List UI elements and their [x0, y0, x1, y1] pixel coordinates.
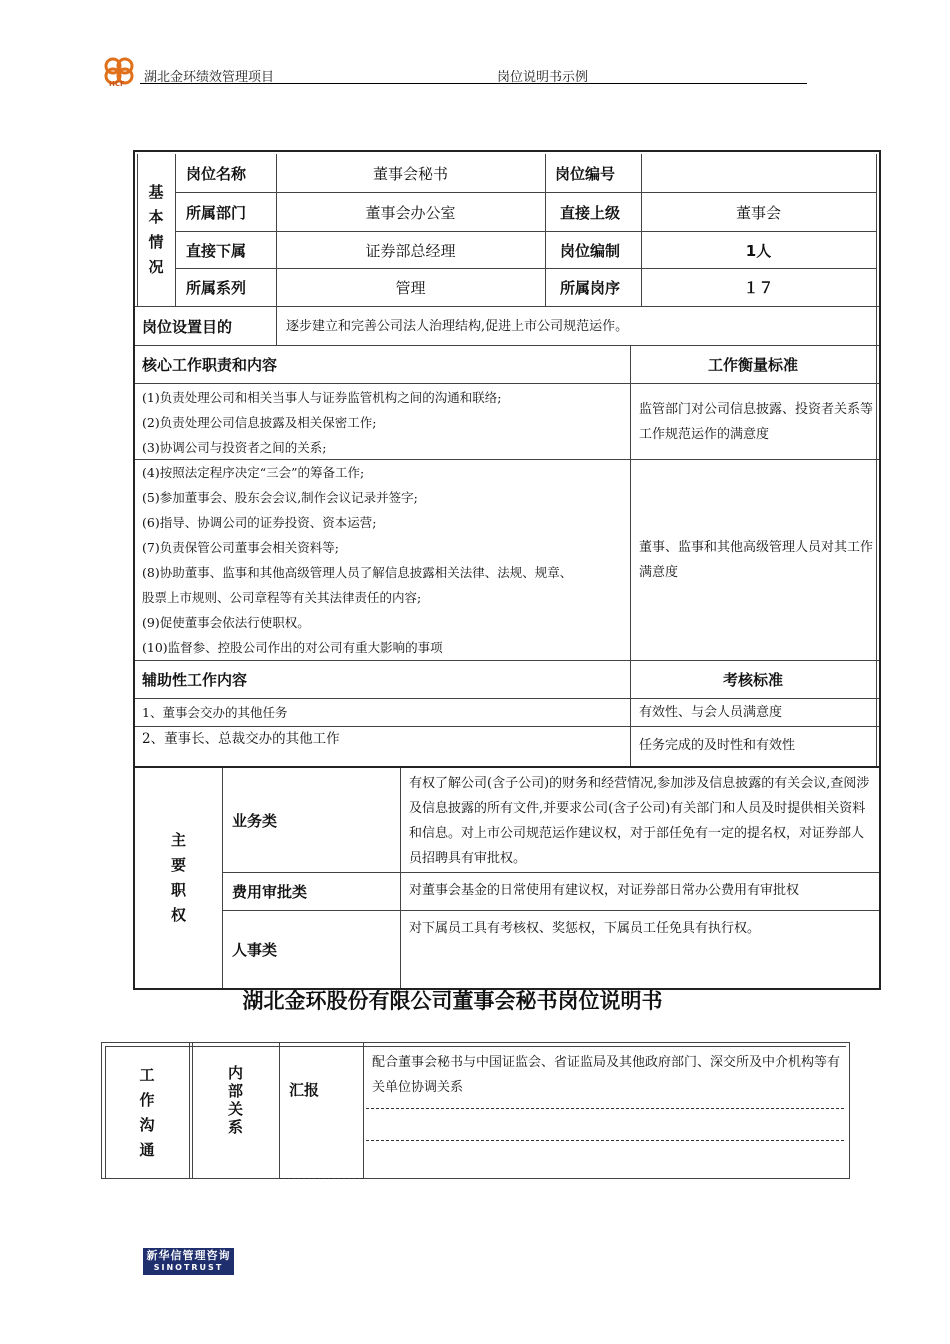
power-text-business: 有权了解公司(含子公司)的财务和经营情况,参加涉及信息披露的有关会议,查阅涉及信息披露的所有文件,并要求公司(含子公司)有关部门和人员及时提供相关资料和信息。对上市公司规范运作建议权，对于部任免有一定的提名权，对证券部人员招聘具有审批权。	[409, 776, 870, 866]
job-series-value: 管理	[395, 279, 426, 297]
grid-line	[400, 768, 401, 988]
duty-item: (9)促使董事会依法行使职权。	[142, 615, 310, 630]
basic-info-label: 基 本 情 况	[148, 183, 164, 276]
document-title: 湖北金环股份有限公司董事会秘书岗位说明书	[242, 989, 663, 1013]
internal-relation-label: 内 部 关 系	[227, 1064, 243, 1136]
aux-standard-2: 任务完成的及时性和有效性	[639, 737, 796, 753]
position-name-label: 岗位名称	[186, 164, 247, 183]
duty-item: (5)参加董事会、股东会会议,制作会议记录并签字;	[142, 490, 418, 505]
document-type: 岗位说明书示例	[497, 70, 589, 85]
headcount-label: 岗位编制	[560, 242, 621, 260]
duty-item: (4)按照法定程序决定“三会”的筹备工作;	[142, 465, 365, 480]
dashed-line	[366, 1108, 844, 1109]
direct-superior-label: 直接上级	[560, 203, 621, 222]
direct-superior-value: 董事会	[735, 203, 781, 222]
core-duties-header: 核心工作职责和内容	[142, 356, 278, 374]
aux-item-2: 2、董事长、总裁交办的其他工作	[142, 731, 340, 747]
duty-item: 股票上市规则、公司章程等有关其法律责任的内容;	[142, 590, 422, 605]
aux-duties-header: 辅助性工作内容	[142, 671, 248, 689]
purpose-text: 逐步建立和完善公司法人治理结构,促进上市公司规范运作。	[286, 318, 629, 334]
duty-item: (1)负责处理公司和相关当事人与证券监管机构之间的沟通和联络;	[142, 390, 502, 405]
grid-line	[363, 1042, 364, 1179]
aux-item-1: 1、董事会交办的其他任务	[142, 705, 288, 720]
inner-border-right	[876, 154, 877, 766]
position-number-label: 岗位编号	[555, 164, 616, 183]
grid-line	[175, 154, 176, 306]
headcount-value: 1人	[745, 242, 772, 260]
project-title: 湖北金环绩效管理项目	[144, 70, 275, 85]
dashed-line	[366, 1140, 844, 1141]
core-duties-group-2	[142, 460, 627, 660]
duty-item: (3)协调公司与投资者之间的关系;	[142, 440, 327, 455]
grid-line	[630, 345, 631, 766]
core-duties-group-1	[142, 385, 627, 460]
job-grade-label: 所属岗序	[560, 279, 621, 297]
core-standard-2: 董事、监事和其他高级管理人员对其工作满意度	[639, 540, 874, 580]
grid-line	[279, 1042, 280, 1179]
position-number-value	[641, 154, 876, 192]
power-category-personnel: 人事类	[232, 941, 278, 959]
duty-item: (10)监督参、控股公司作出的对公司有重大影响的事项	[142, 640, 443, 655]
logo-text: HCF	[109, 80, 125, 88]
duty-item: (6)指导、协调公司的证券投资、资本运营;	[142, 515, 377, 530]
report-text: 配合董事会秘书与中国证监会、省证监局及其他政府部门、深交所及中介机构等有关单位协调关系	[372, 1055, 841, 1095]
core-standard-1: 监管部门对公司信息披露、投资者关系等工作规范运作的满意度	[639, 401, 874, 442]
power-category-business: 业务类	[232, 811, 278, 830]
department-label: 所属部门	[186, 203, 247, 222]
core-standard-header: 工作衡量标准	[707, 356, 798, 374]
header-rule	[140, 83, 807, 84]
duty-item: (8)协助董事、监事和其他高级管理人员了解信息披露相关法律、法规、规章、	[142, 565, 573, 580]
job-grade-value: １７	[743, 279, 774, 297]
direct-subordinate-value: 证券部总经理	[365, 242, 456, 260]
aux-standard-header: 考核标准	[722, 671, 783, 689]
purpose-label: 岗位设置目的	[142, 317, 233, 336]
power-text-expense: 对董事会基金的日常使用有建议权，对证券部日常办公费用有审批权	[409, 882, 800, 898]
grid-line	[222, 910, 879, 911]
report-label: 汇报	[289, 1081, 320, 1099]
duty-item: (2)负责处理公司信息披露及相关保密工作;	[142, 415, 377, 430]
direct-subordinate-label: 直接下属	[186, 242, 247, 260]
grid-line	[189, 1042, 190, 1179]
position-name-value: 董事会秘书	[372, 164, 448, 183]
sinotrust-logo	[143, 1248, 234, 1275]
dashed-line	[280, 1178, 363, 1179]
aux-standard-1: 有效性、与会人员满意度	[639, 705, 783, 720]
power-category-expense: 费用审批类	[232, 883, 308, 901]
logo-brand-en: SINOTRUST	[153, 1263, 224, 1272]
grid-line	[545, 154, 546, 306]
logo-brand-cn: 新华信管理咨询	[146, 1249, 231, 1262]
powers-label: 主 要 职 权	[170, 831, 186, 924]
grid-line	[222, 768, 223, 988]
communication-label: 工 作 沟 通	[139, 1065, 155, 1159]
grid-line	[105, 1046, 846, 1047]
power-text-personnel: 对下属员工具有考核权、奖惩权，下属员工任免具有执行权。	[409, 921, 761, 936]
duty-item: (7)负责保管公司董事会相关资料等;	[142, 540, 339, 555]
department-value: 董事会办公室	[365, 203, 456, 222]
job-series-label: 所属系列	[186, 279, 247, 297]
